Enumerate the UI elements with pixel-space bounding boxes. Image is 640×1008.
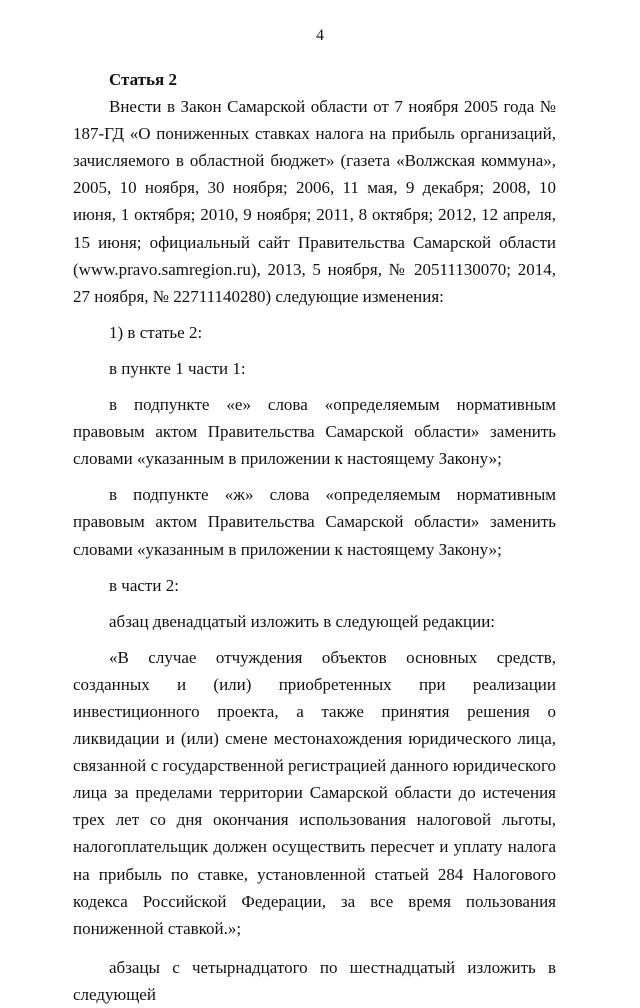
paragraphs-14-16-instruction: абзацы с четырнадцатого по шестнадцатый изложить в следующей <box>73 957 556 1004</box>
part-2-paragraph: в части 2: <box>109 575 179 595</box>
document-body <box>73 66 556 1008</box>
subclause-e-paragraph: в подпункте «е» слова «определяемым нормативным правовым актом Правительства Самарской области» заменить словами «указанным в приложении к настоящему Закону»; <box>73 395 556 469</box>
page-number: 4 <box>316 27 324 44</box>
article-heading: Статья 2 <box>109 70 177 89</box>
intro-paragraph: Внести в Закон Самарской области от 7 ноября 2005 года № 187-ГД «О пониженных ставках налога на прибыль организаций, зачисляемого в областной бюджет» (газета «Волжская коммуна», 2005, 10 ноября, 30 ноября; 2006, 11 мая, 9 декабря; 2008, 10 июня, 1 октября; 2010, 9 ноября; 2011, 8 октября; 2012, 12 апреля, 15 июня; официальный сайт Правительства Самарской области (www.pravo.samregion.ru), 2013, 5 ноября, № 20511130070; 2014, 27 ноября, № 22711140280) следующие изменения: <box>73 97 556 306</box>
quoted-amendment-paragraph: «В случае отчуждения объектов основных средств, созданных и (или) приобретенных при реализации инвестиционного проекта, а также принятия решения о ликвидации и (или) смене местонахождения юридического лица, связанной с государственной регистрацией данного юридического лица за пределами территории Самарской области до истечения трех лет со дня окончания использования налоговой льготы, налогоплательщик должен осуществить пересчет и уплату налога на прибыль по ставке, установленной статьей 284 Налогового кодекса Российской Федерации, за все время пользования пониженной ставкой.»; <box>73 647 556 938</box>
part-1-clause-paragraph: в пункте 1 части 1: <box>109 358 246 378</box>
subclause-zh-paragraph: в подпункте «ж» слова «определяемым нормативным правовым актом Правительства Самарской области» заменить словами «указанным в приложении к настоящему Закону»; <box>73 485 556 559</box>
paragraph-12-instruction: абзац двенадцатый изложить в следующей редакции: <box>109 611 496 631</box>
item-1-paragraph: 1) в статье 2: <box>109 322 203 342</box>
